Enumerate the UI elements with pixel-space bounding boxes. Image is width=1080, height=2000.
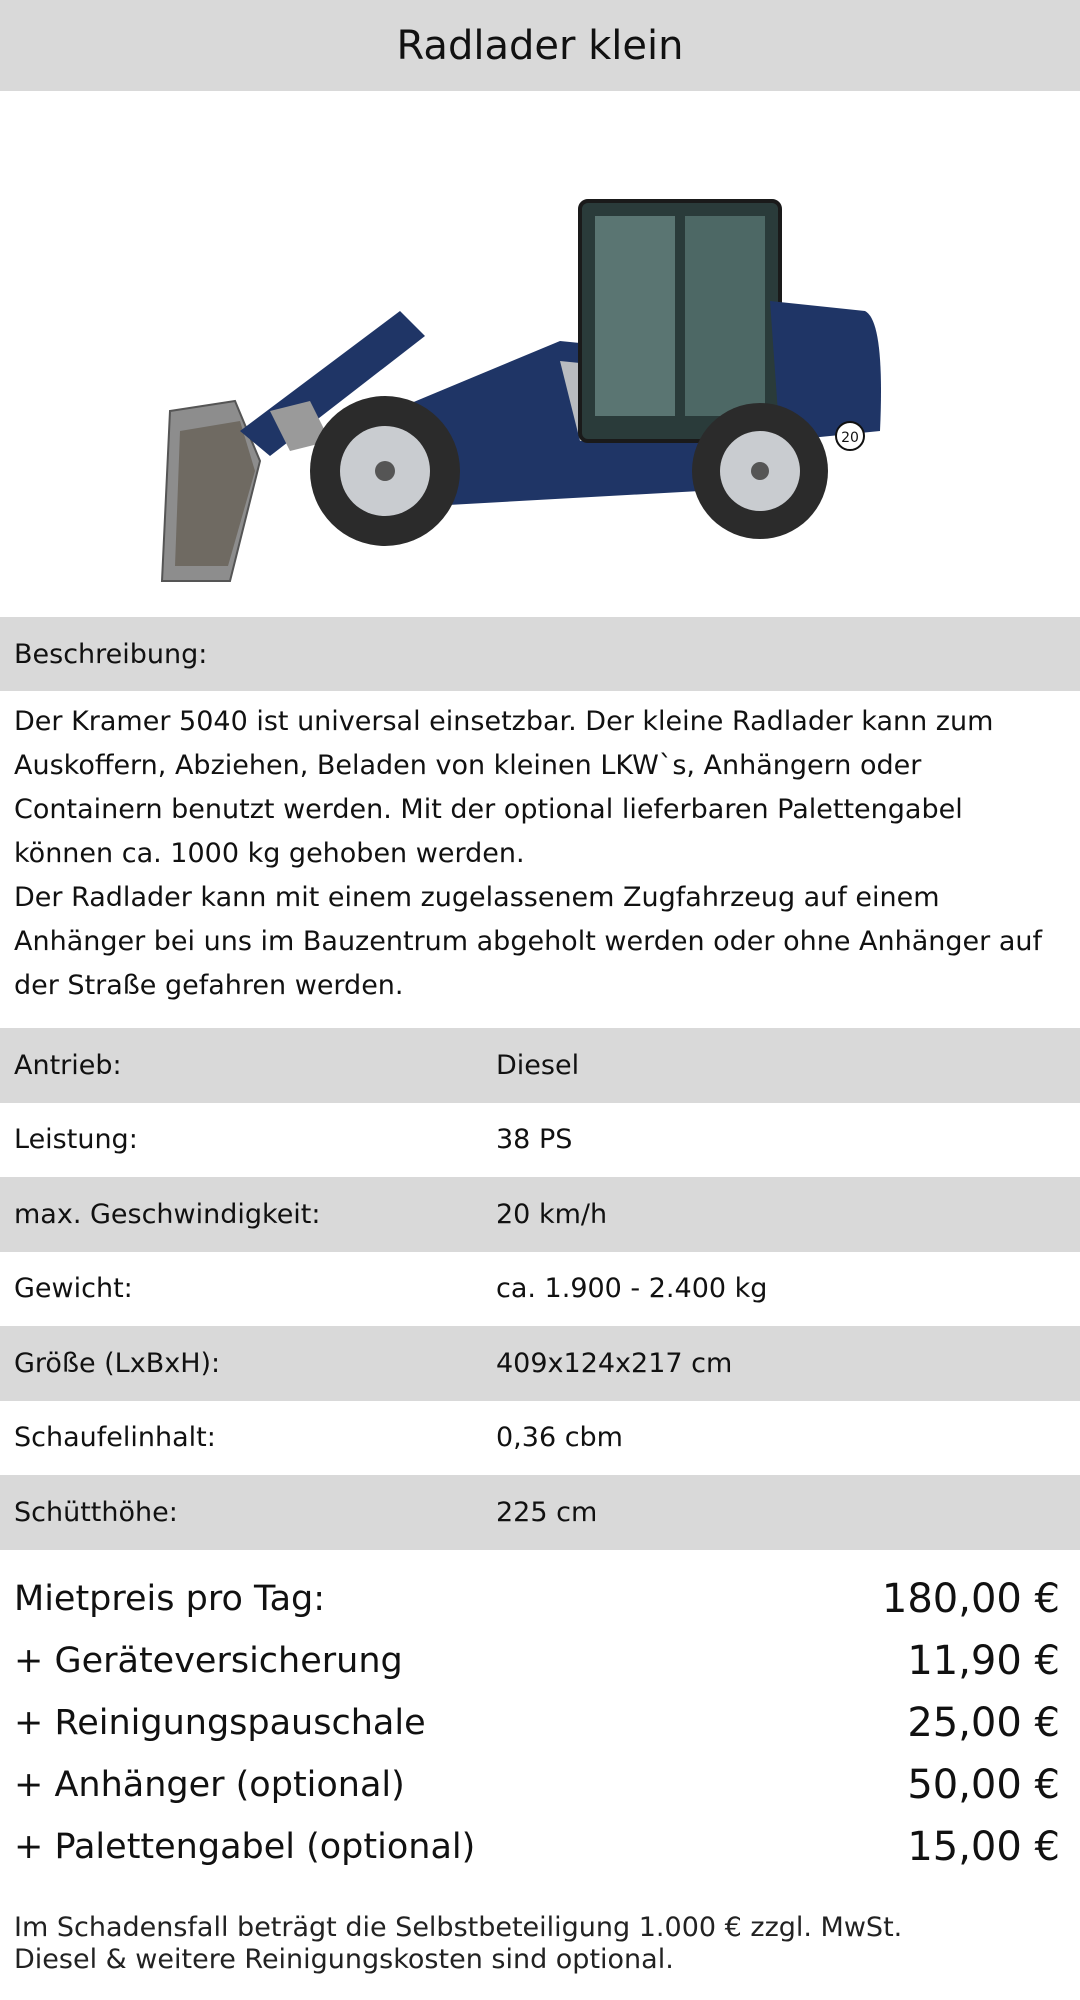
brand-label: Sandbeck xyxy=(389,357,448,399)
price-row xyxy=(0,1568,1080,1630)
spec-row xyxy=(0,1177,1080,1252)
page-title: Radlader klein xyxy=(396,22,684,69)
footnote-line: Diesel & weitere Reinigungskosten sind optional. xyxy=(14,1944,674,1975)
spec-value: 409x124x217 cm xyxy=(496,1347,733,1379)
spec-label: Gewicht: xyxy=(14,1273,133,1305)
spec-row xyxy=(0,1401,1080,1476)
price-row xyxy=(0,1630,1080,1692)
spec-value: 20 km/h xyxy=(496,1198,608,1230)
price-amount: 25,00 € xyxy=(907,1700,1060,1746)
spec-row xyxy=(0,1475,1080,1550)
description-text xyxy=(14,700,1066,1008)
spec-value: Diesel xyxy=(496,1049,580,1081)
product-image-area xyxy=(0,91,1080,617)
footnote xyxy=(14,1912,902,1976)
price-label: + Palettengabel (optional) xyxy=(14,1827,476,1867)
price-row xyxy=(0,1754,1080,1816)
spec-value: 0,36 cbm xyxy=(496,1422,623,1454)
spec-value: ca. 1.900 - 2.400 kg xyxy=(496,1273,768,1305)
price-label: + Anhänger (optional) xyxy=(14,1765,405,1805)
spec-row xyxy=(0,1103,1080,1178)
spec-row xyxy=(0,1252,1080,1327)
price-label: Mietpreis pro Tag: xyxy=(14,1579,326,1619)
price-row xyxy=(0,1692,1080,1754)
footnote-line: Im Schadensfall beträgt die Selbstbeteiligung 1.000 € zzgl. MwSt. xyxy=(14,1912,903,1943)
spec-label: Schütthöhe: xyxy=(14,1496,178,1528)
price-amount: 11,90 € xyxy=(907,1638,1060,1684)
price-label: + Reinigungspauschale xyxy=(14,1703,426,1743)
price-amount: 15,00 € xyxy=(907,1824,1060,1870)
spec-row xyxy=(0,1028,1080,1103)
description-paragraph: Der Radlader kann mit einem zugelassenem Zugfahrzeug auf einem Anhänger bei uns im Bauzentrum abgeholt werden oder ohne Anhänger auf der Straße gefahren werden. xyxy=(14,882,1042,1001)
description-heading xyxy=(0,617,1080,691)
spec-label: Schaufelinhalt: xyxy=(14,1422,216,1454)
spec-label: Größe (LxBxH): xyxy=(14,1347,221,1379)
spec-row xyxy=(0,1326,1080,1401)
spec-value: 38 PS xyxy=(496,1124,573,1156)
spec-table xyxy=(0,1028,1080,1550)
price-label: + Geräteversicherung xyxy=(14,1641,403,1681)
price-list xyxy=(0,1568,1080,1878)
wheel-number-label: 20 xyxy=(841,430,859,446)
price-row xyxy=(0,1816,1080,1878)
page-title-bar xyxy=(0,0,1080,91)
spec-value: 225 cm xyxy=(496,1496,598,1528)
description-paragraph: Der Kramer 5040 ist universal einsetzbar. Der kleine Radlader kann zum Auskoffern, Abziehen, Beladen von kleinen LKW`s, Anhängern oder Containern benutzt werden. Mit der optional lieferbaren Palettengabel können ca. 1000 kg gehoben werden. xyxy=(14,706,994,869)
wheel-loader-icon xyxy=(140,111,900,601)
description-heading-label: Beschreibung: xyxy=(14,638,208,670)
spec-label: max. Geschwindigkeit: xyxy=(14,1198,321,1230)
price-amount: 50,00 € xyxy=(907,1762,1060,1808)
price-amount: 180,00 € xyxy=(881,1576,1060,1622)
spec-label: Antrieb: xyxy=(14,1049,122,1081)
spec-label: Leistung: xyxy=(14,1124,138,1156)
